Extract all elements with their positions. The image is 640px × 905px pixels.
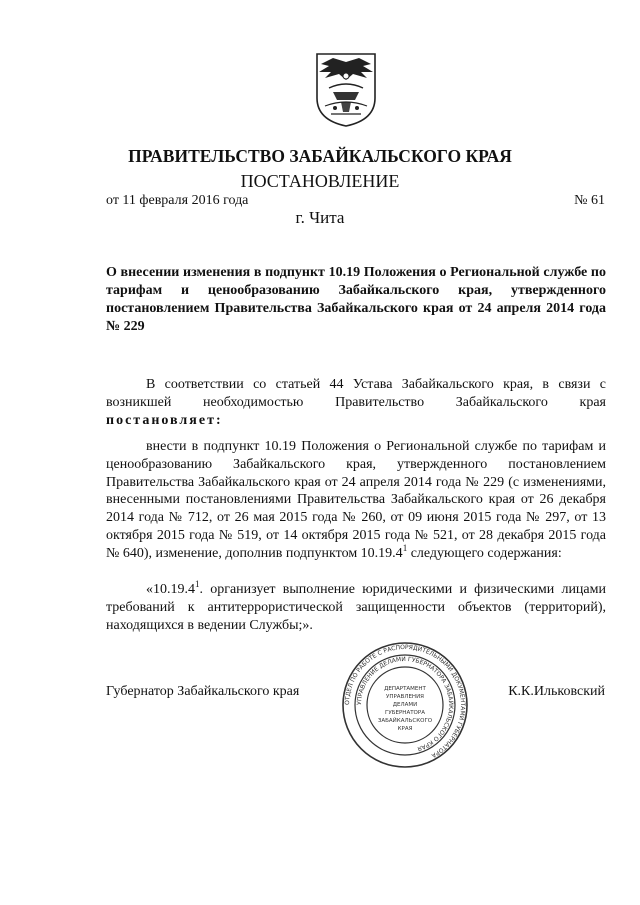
svg-text:ДЕПАРТАМЕНТ: ДЕПАРТАМЕНТ (384, 686, 426, 692)
svg-text:ОТДЕЛ ПО РАБОТЕ С РАСПОРЯДИТЕЛ: ОТДЕЛ ПО РАБОТЕ С РАСПОРЯДИТЕЛЬНЫМИ ДОКУМЕНТАМИ ГУБЕРНАТОРА (343, 643, 467, 759)
svg-text:УПРАВЛЕНИЯ: УПРАВЛЕНИЯ (385, 694, 425, 700)
main-paragraph (106, 438, 606, 563)
document-type: ПОСТАНОВЛЕНИЕ (240, 171, 400, 191)
svg-text:ДЕЛАМИ: ДЕЛАМИ (392, 702, 418, 708)
main-superscript: 1 (402, 542, 408, 553)
document-city: г. Чита (295, 208, 345, 227)
quote-paragraph (106, 581, 606, 634)
svg-text:ЗАБАЙКАЛЬСКОГО: ЗАБАЙКАЛЬСКОГО (377, 718, 433, 724)
document-date: от 11 февраля 2016 года (106, 193, 249, 208)
svg-text:КРАЯ: КРАЯ (397, 726, 413, 732)
signatory-title: Губернатор Забайкальского края (106, 684, 300, 699)
government-title: ПРАВИТЕЛЬСТВО ЗАБАЙКАЛЬСКОГО КРАЯ (128, 146, 512, 166)
official-seal (340, 640, 470, 770)
quote-superscript: 1 (195, 579, 200, 589)
coat-of-arms-emblem (311, 50, 381, 128)
resolves-word: постановляет: (106, 412, 223, 428)
svg-text:ГУБЕРНАТОРА: ГУБЕРНАТОРА (385, 710, 425, 716)
main-text-end: следующего содержания: (407, 545, 562, 561)
document-subject: О внесении изменения в подпункт 10.19 Положения о Региональной службе по тарифам и ценообразованию Забайкальского края, утвержденного постановлением Правительства Забайкальского края от 24 апреля 2014 года № 229 (106, 265, 606, 334)
quote-start: «10.19.4 (146, 582, 195, 597)
document-number: № 61 (574, 193, 605, 208)
preamble-paragraph (106, 376, 606, 429)
svg-text:УПРАВЛЕНИЕ ДЕЛАМИ ГУБЕРНАТОРА: УПРАВЛЕНИЕ ДЕЛАМИ ГУБЕРНАТОРА ЗАБАЙКАЛЬСКОГО КРАЯ (355, 655, 455, 753)
main-text: внести в подпункт 10.19 Положения о Региональной службе по тарифам и ценообразованию Забайкальского края, утвержденного постановлением Правительства Забайкальского края от 24 апреля 2014 года № 229 (с изменениями, внесенными постановлениями Правительства Забайкальского края от 26 декабря 2014 года № 712, от 26 мая 2015 года № 260, от 09 июня 2015 года № 297, от 13 октября 2015 года № 519, от 14 октября 2015 года № 521, от 28 декабря 2015 года № 640), изменение, дополнив подпунктом 10.19.4 (106, 439, 606, 561)
preamble-text: В соответствии со статьей 44 Устава Забайкальского края, в связи с возникшей необходимостью Правительство Забайкальского края (106, 377, 606, 410)
signatory-name: К.К.Ильковский (508, 684, 605, 699)
quote-text: . организует выполнение юридическими и физическими лицами требований к антитеррористической защищенности объектов (территорий), находящихся в ведении Службы;». (106, 582, 606, 633)
